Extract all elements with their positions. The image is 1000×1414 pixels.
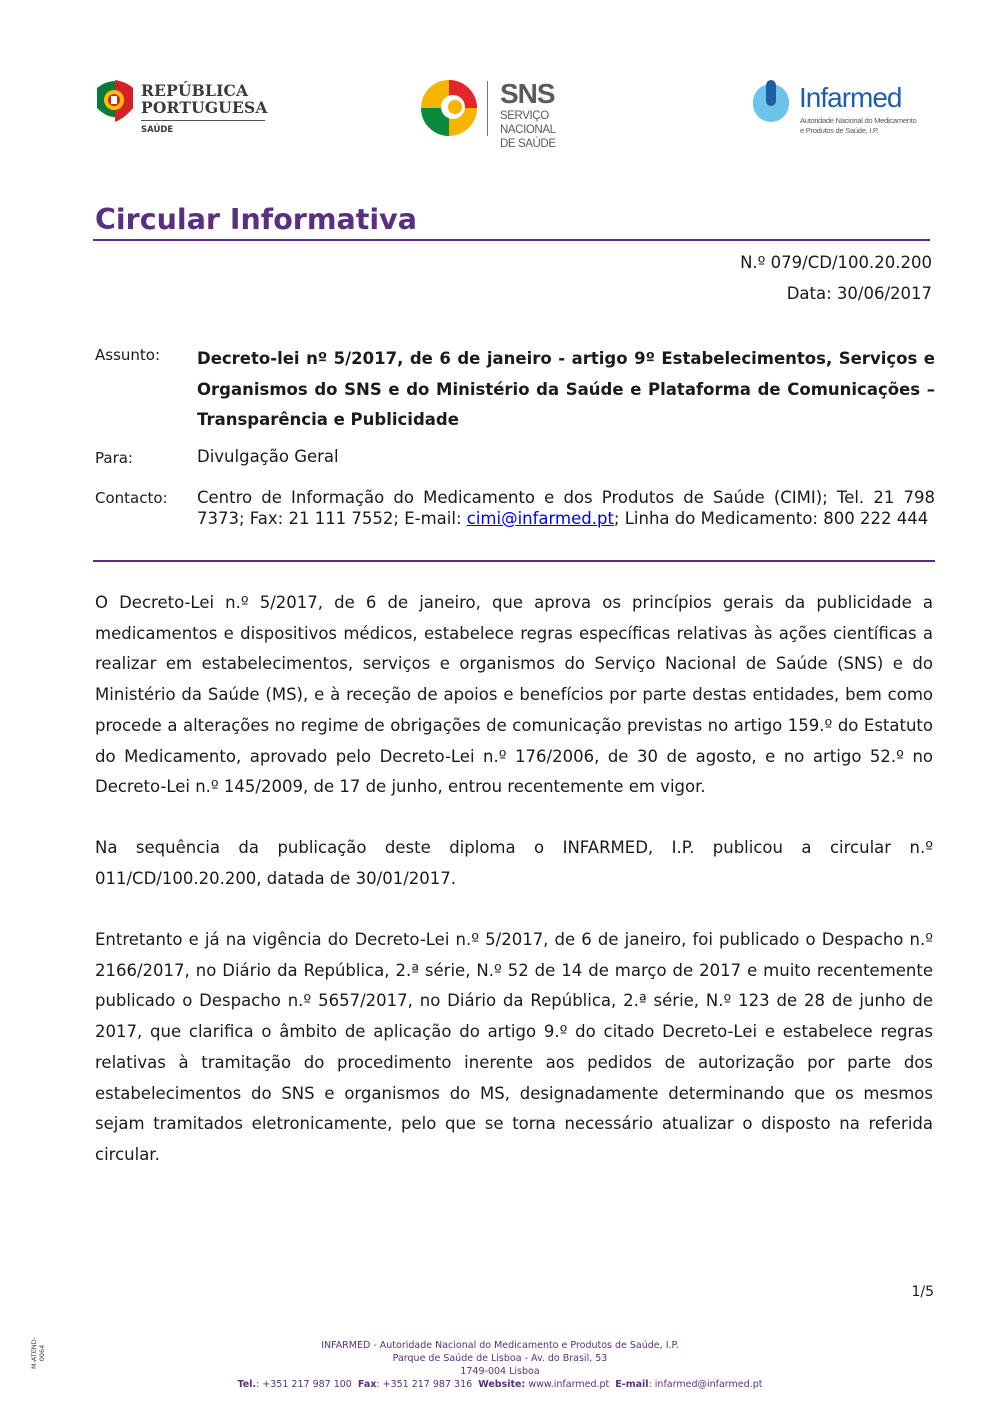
sns-logo-title: SNS bbox=[500, 78, 555, 109]
title-divider bbox=[93, 239, 930, 241]
republica-portuguesa-logo bbox=[95, 78, 270, 142]
logo-subtext: SAÚDE bbox=[141, 125, 174, 135]
page-footer bbox=[0, 1339, 1000, 1391]
footer-email[interactable]: : infarmed@infarmed.pt bbox=[648, 1379, 763, 1390]
circular-date: Data: 30/06/2017 bbox=[786, 284, 932, 303]
document-title: Circular Informativa bbox=[95, 203, 417, 236]
header-divider bbox=[93, 560, 935, 562]
body-paragraph-3: Entretanto e já na vigência do Decreto-Lei n.º 5/2017, de 6 de janeiro, foi publicado o Despacho n.º 2166/2017, no Diário da República, 2.ª série, N.º 52 de 14 de março de 2017 e muito recentemente publicado o Despacho n.º 5657/2017, no Diário da República, 2.ª série, N.º 123 de 28 de junho de 2017, que clarifica o âmbito de aplicação do artigo 9.º do citado Decreto-Lei e estabelece regras relativas à tramitação do procedimento inerente aos pedidos de autorização por parte dos estabelecimentos do SNS e organismos do MS, designadamente determinando que os mesmos sejam tramitados eletronicamente, pelo que se torna necessário atualizar o disposto na referida circular. bbox=[95, 930, 933, 1164]
contact-email-link[interactable]: cimi@infarmed.pt bbox=[466, 508, 614, 528]
infarmed-emblem-icon bbox=[750, 78, 792, 124]
contact-text-before: Centro de Informação do Medicamento e dos Produtos de Saúde (CIMI); Tel. 21 798 7373; Fax: 21 111 7552; E-mail: bbox=[197, 488, 935, 528]
footer-email-label: E-mail bbox=[615, 1379, 649, 1390]
coat-of-arms-icon bbox=[95, 78, 135, 124]
footer-fax: : +351 217 987 316 bbox=[376, 1379, 473, 1390]
logo-text-line1: REPÚBLICA bbox=[141, 81, 249, 100]
footer-line2: Parque de Saúde de Lisboa - Av. do Brasil, 53 bbox=[392, 1353, 608, 1364]
footer-line3: 1749-004 Lisboa bbox=[460, 1366, 540, 1377]
footer-tel-label: Tel. bbox=[237, 1379, 257, 1390]
sns-logo bbox=[420, 78, 605, 150]
body-paragraph-1: O Decreto-Lei n.º 5/2017, de 6 de janeiro, que aprova os princípios gerais da publicidade a medicamentos e dispositivos médicos, estabelece regras específicas relativas às ações científicas a realizar em estabelecimentos, serviços e organismos do Serviço Nacional de Saúde (SNS) e do Ministério da Saúde (MS), e à receção de apoios e benefícios por parte destas entidades, bem como procede a alterações no regime de obrigações de comunicação previstas no artigo 159.º do Estatuto do Medicamento, aprovado pelo Decreto-Lei n.º 176/2006, de 30 de agosto, e no artigo 52.º no Decreto-Lei n.º 145/2009, de 17 de junho, entrou recentemente em vigor. bbox=[95, 593, 933, 797]
contact-text-after: ; Linha do Medicamento: 800 222 444 bbox=[613, 508, 929, 528]
infarmed-logo-sub1: Autoridade Nacional do Medicamento bbox=[800, 116, 917, 125]
subject-label: Assunto: bbox=[95, 346, 161, 364]
logo-text-line2: PORTUGUESA bbox=[141, 98, 268, 117]
footer-tel: : +351 217 987 100 bbox=[256, 1379, 352, 1390]
infarmed-logo bbox=[750, 78, 925, 142]
circular-number: N.º 079/CD/100.20.200 bbox=[740, 253, 932, 272]
footer-web[interactable]: www.infarmed.pt bbox=[525, 1379, 610, 1390]
footer-contacts bbox=[0, 1378, 1000, 1391]
sns-divider bbox=[487, 81, 488, 136]
document-code: M-ATEND-0064 bbox=[30, 1336, 46, 1370]
infarmed-logo-name: Infarmed bbox=[799, 82, 902, 113]
to-value: Divulgação Geral bbox=[197, 447, 339, 466]
sns-logo-line2: DE SAÚDE bbox=[500, 138, 556, 150]
contact-text bbox=[197, 488, 935, 529]
to-label: Para: bbox=[95, 449, 133, 467]
footer-line1: INFARMED - Autoridade Nacional do Medicamento e Produtos de Saúde, I.P. bbox=[321, 1340, 679, 1351]
contact-label: Contacto: bbox=[95, 489, 168, 507]
logo-bar bbox=[0, 78, 1000, 150]
footer-fax-label: Fax bbox=[357, 1379, 377, 1390]
footer-web-label: Website: bbox=[478, 1379, 526, 1390]
subject-text: Decreto-lei nº 5/2017, de 6 de janeiro - artigo 9º Estabelecimentos, Serviços e Organismos do SNS e do Ministério da Saúde e Plataforma de Comunicações – Transparência e Publicidade bbox=[197, 349, 935, 430]
infarmed-logo-sub2: e Produtos de Saúde, I.P. bbox=[800, 125, 879, 135]
logo-divider bbox=[141, 120, 265, 121]
page-number: 1/5 bbox=[911, 1284, 934, 1300]
body-paragraph-2: Na sequência da publicação deste diploma o INFARMED, I.P. publicou a circular n.º 011/CD/100.20.200, datada de 30/01/2017. bbox=[95, 838, 933, 888]
sns-logo-line1: SERVIÇO NACIONAL bbox=[500, 110, 556, 136]
sns-emblem-icon bbox=[420, 79, 478, 137]
